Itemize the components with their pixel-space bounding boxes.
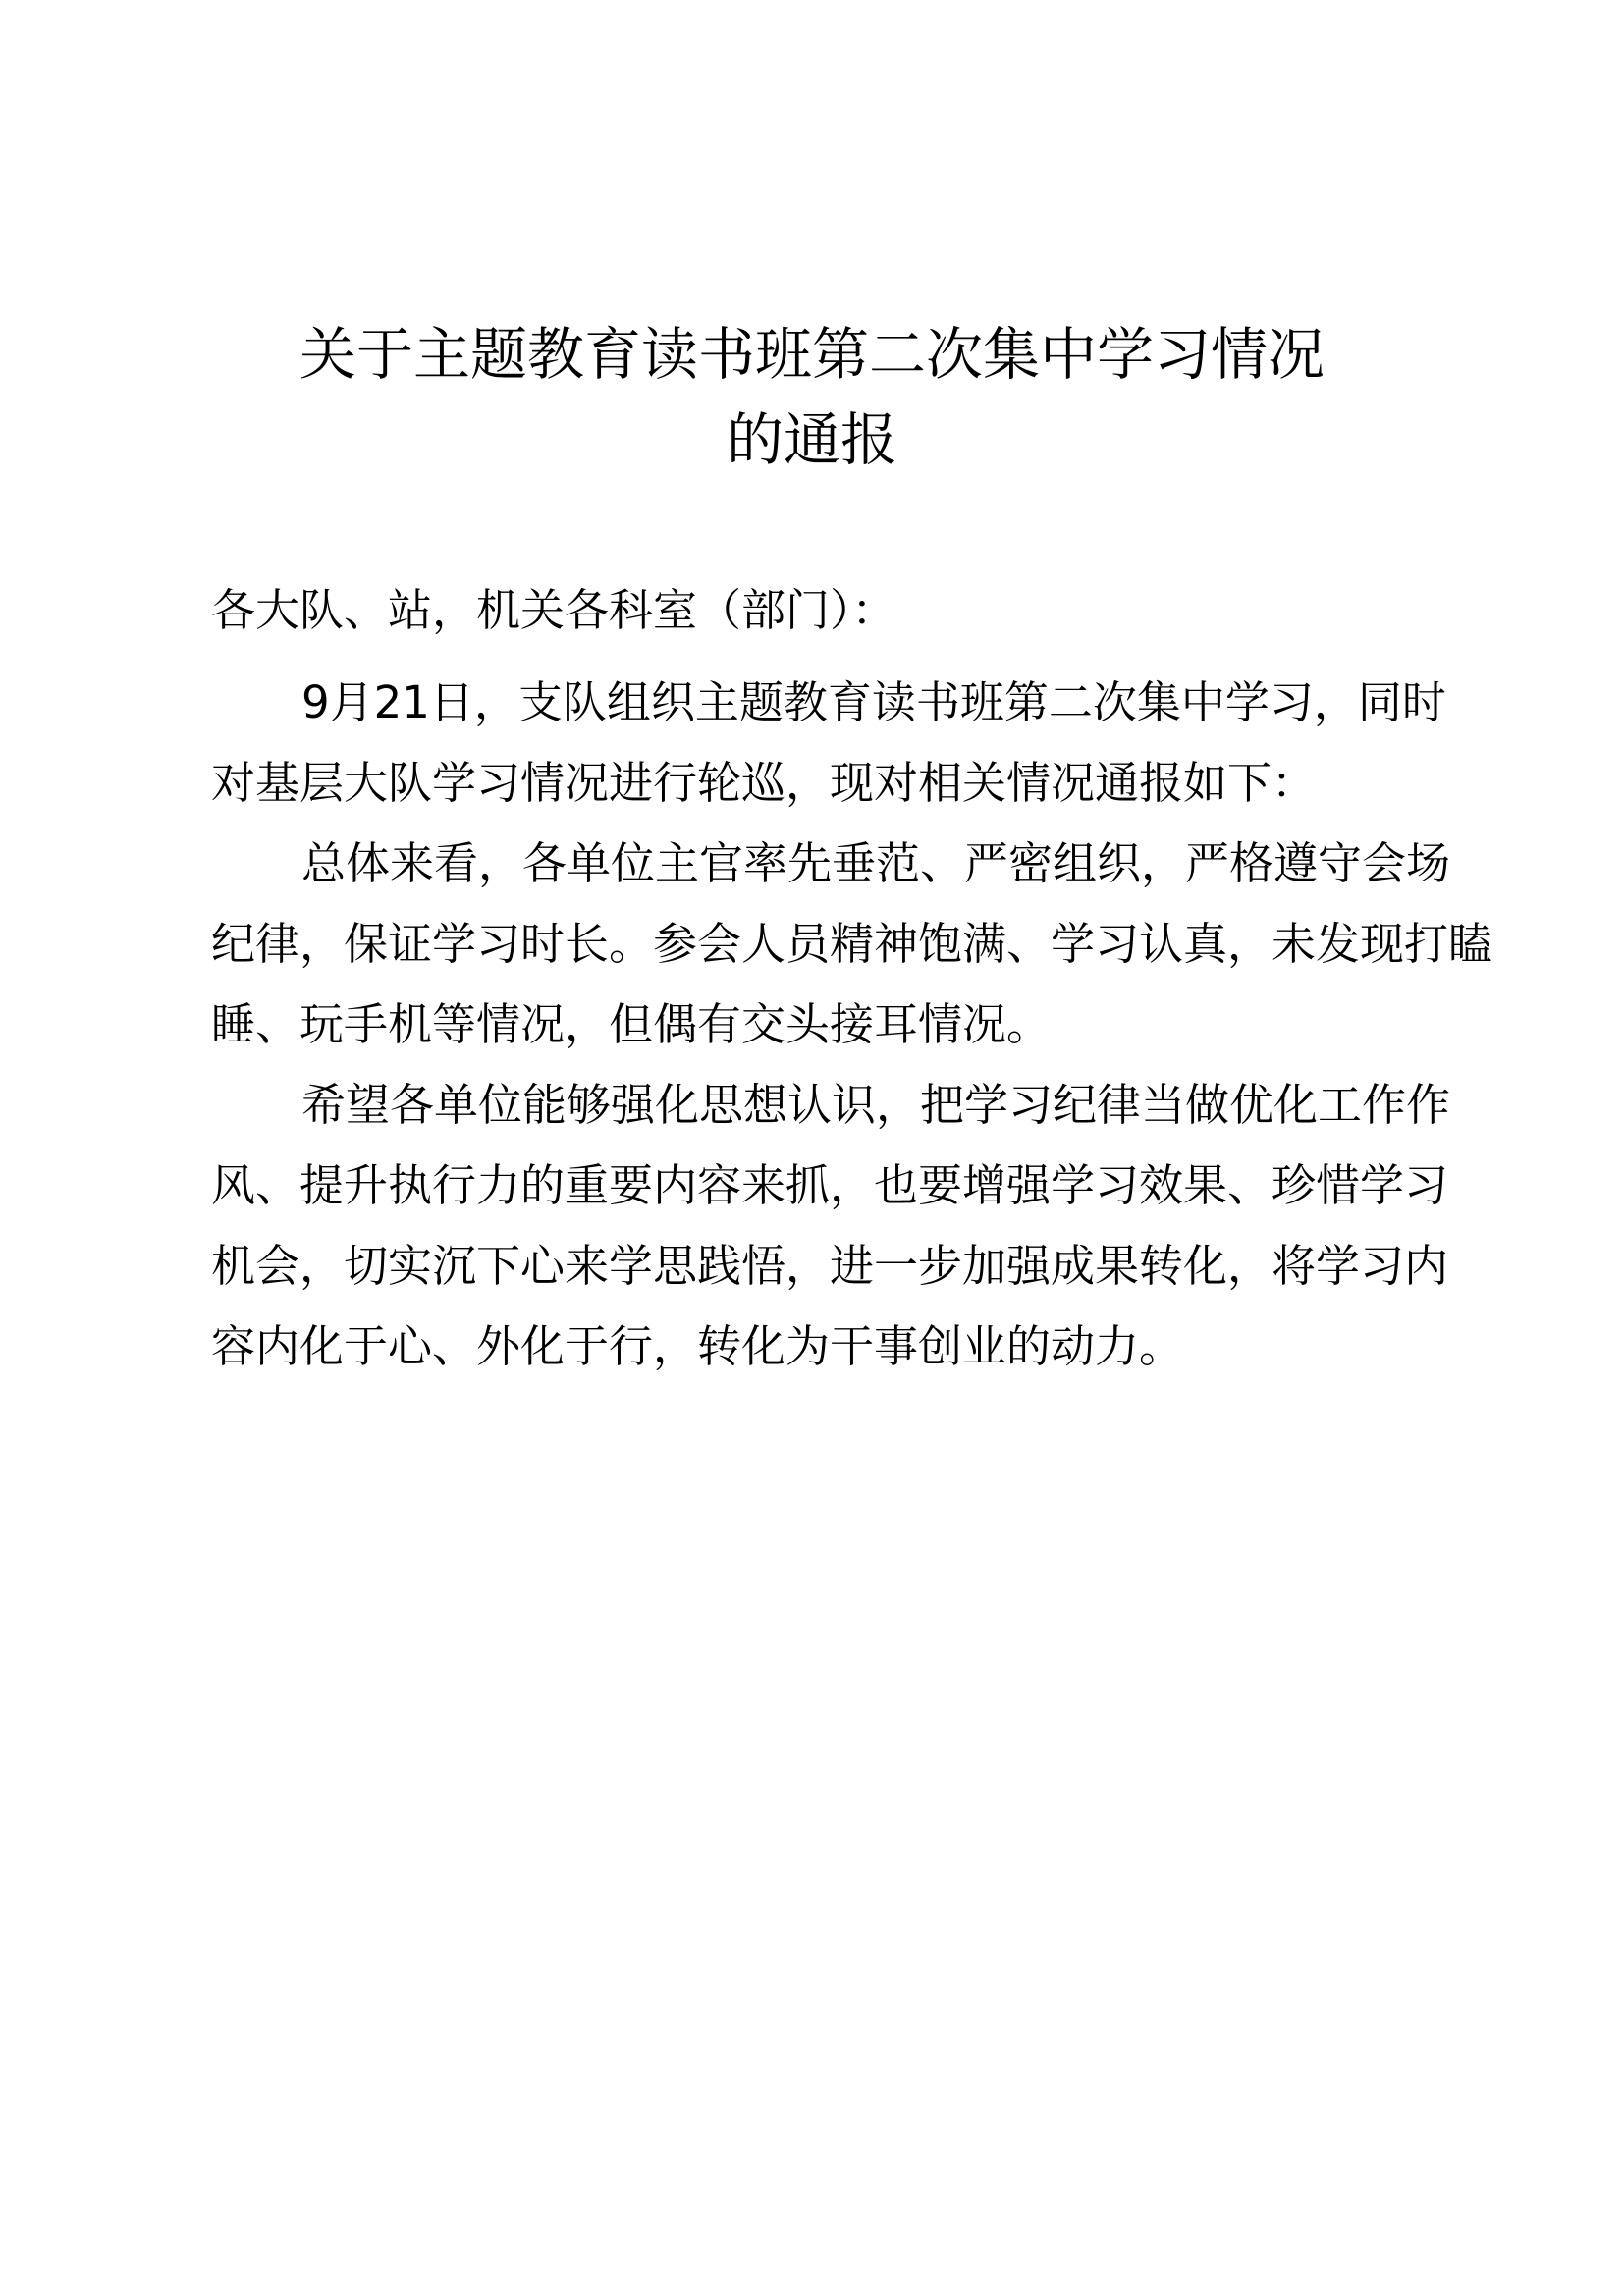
paragraph-line: 对基层大队学习情况进行轮巡，现对相关情况通报如下： (211, 757, 1317, 809)
paragraph-line: 9月21日，支队组织主题教育读书班第二次集中学习，同时 (301, 676, 1446, 728)
document-title (0, 312, 1624, 483)
paragraph-line: 纪律，保证学习时长。参会人员精神饱满、学习认真，未发现打瞌 (211, 918, 1493, 970)
paragraph-3 (211, 1074, 1451, 1396)
paragraph-line: 睡、玩手机等情况，但偶有交头接耳情况。 (211, 998, 1052, 1050)
title-line-1: 关于主题教育读书班第二次集中学习情况 (298, 321, 1325, 388)
paragraph-line: 风、提升执行力的重要内容来抓，也要增强学习效果、珍惜学习 (211, 1159, 1449, 1211)
paragraph-line: 总体来看，各单位主官率先垂范、严密组织，严格遵守会场 (301, 837, 1451, 889)
paragraph-line: 机会，切实沉下心来学思践悟，进一步加强成果转化，将学习内 (211, 1240, 1449, 1292)
paragraph-2 (211, 832, 1493, 1074)
paragraph-1 (211, 671, 1446, 832)
paragraph-line: 容内化于心、外化于行，转化为干事创业的动力。 (211, 1320, 1184, 1372)
paragraph-line: 希望各单位能够强化思想认识，把学习纪律当做优化工作作 (301, 1079, 1451, 1131)
title-line-2: 的通报 (726, 406, 897, 473)
salutation: 各大队、站，机关各科室（部门）： (211, 584, 896, 636)
document-body (211, 579, 1493, 1396)
